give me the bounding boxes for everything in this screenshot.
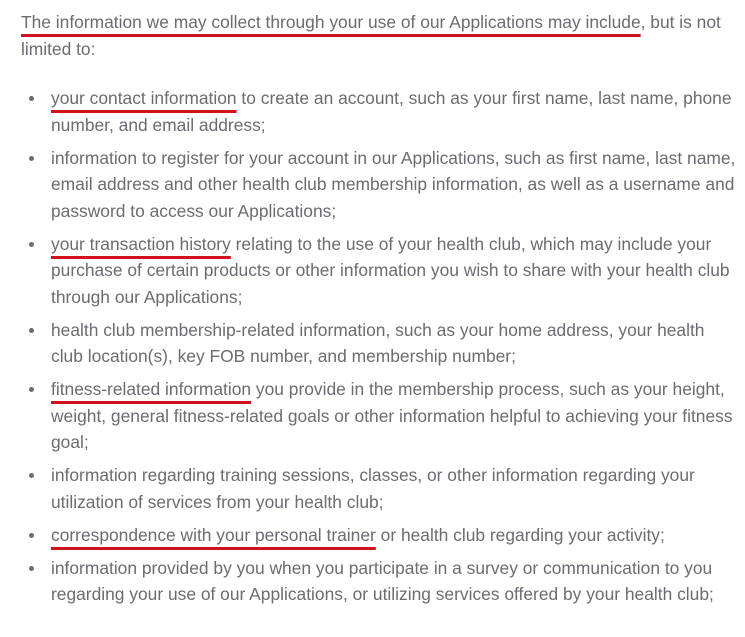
- item-text: you provide in the membership process, such as your height, weight, general fitness-related goals or other information helpful to achieving your fitness goal;: [51, 379, 733, 452]
- list-item: [21, 555, 737, 608]
- intro-paragraph: [21, 9, 737, 62]
- bullet-icon: [29, 242, 34, 247]
- item-highlight: correspondence with your personal trainer: [51, 524, 376, 545]
- item-highlight: fitness-related information: [51, 379, 252, 399]
- list-item: [21, 317, 737, 370]
- item-highlight: your contact information: [51, 88, 237, 108]
- item-text: relating to the use of your health club, which may include your purchase of certain products or other information you wish to share with your health club through our Applications;: [51, 233, 730, 307]
- bullet-icon: [29, 533, 34, 538]
- collected-information-list: [21, 85, 737, 608]
- item-text: information regarding training sessions, classes, or other information regarding your utilization of services from your health club;: [51, 465, 695, 512]
- item-text: or health club regarding your activity;: [375, 524, 665, 545]
- bullet-icon: [29, 387, 34, 392]
- list-item: [21, 85, 737, 138]
- item-text: information provided by you when you participate in a survey or communication to you regarding your use of our Applications, or utilizing services offered by your health club;: [51, 557, 714, 604]
- bullet-icon: [29, 96, 34, 101]
- item-text: information to register for your account in our Applications, such as first name, last name, email address and other health club membership information, as well as a username and password to access our Applications;: [51, 147, 736, 221]
- bullet-icon: [29, 566, 34, 571]
- item-text: health club membership-related information, such as your home address, your health club location(s), key FOB number, and membership number;: [51, 319, 705, 366]
- bullet-icon: [29, 156, 34, 161]
- list-item: [21, 231, 737, 311]
- list-item: [21, 462, 737, 515]
- list-item: [21, 522, 737, 549]
- intro-rest: , but is not limited to:: [21, 12, 721, 59]
- item-text: to create an account, such as your first name, last name, phone number, and email address;: [51, 88, 732, 135]
- list-item: [21, 376, 737, 456]
- bullet-icon: [29, 473, 34, 478]
- privacy-policy-excerpt: [21, 9, 737, 614]
- bullet-icon: [29, 328, 34, 333]
- item-highlight: your transaction history: [51, 233, 231, 254]
- list-item: [21, 145, 737, 225]
- intro-highlight: The information we may collect through your use of our Applications may include: [21, 12, 641, 32]
